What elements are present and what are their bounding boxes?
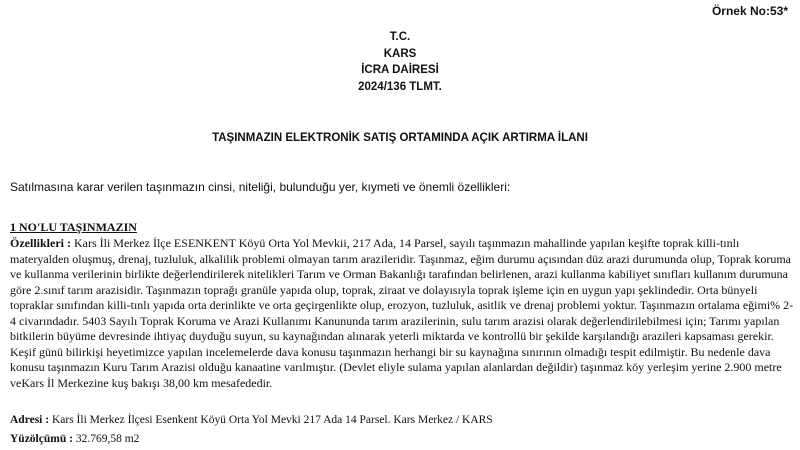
area-row — [10, 433, 139, 445]
address-text: Kars İli Merkez İlçesi Esenkent Köyü Orta Yol Mevki 217 Ada 14 Parsel. Kars Merkez / KARS — [51, 414, 493, 426]
header-city: KARS — [383, 47, 417, 60]
features-text: Kars İli Merkez İlçe ESENKENT Köyü Orta Yol Mevkii, 217 Ada, 14 Parsel, sayılı taşınmazın mahallinde yapılan keşifte toprak killi-tınlı materyalden oluşmuş, drenaj, tuzluluk, alkalilik problemi olmayan tarım arazileridir. Taşınmaz, eğim durumu açısından düz arazi durumunda olup, Toprak koruma ve kullanma verilerinin birlikte değerlendirilerek nitelikleri Tarım ve Orman Bakanlığı tarafından belirlenen, arazi kullanma kabiliyet sınıfları kullanım durumuna göre 2.sınıf tarım arazisidir. Taşınmazın toprağı granüle yapıda olup, toprak, ziraat ve dolayısıyla toprak işleme için en uygun yapı şeklindedir. Orta bünyeli topraklar sınıfından killi-tınlı yapıda orta derinlikte ve orta geçirgenlikte olup, erozyon, tuzluluk, asitlik ve drenaj problemi yoktur. Taşınmazın ortalama eğimi% 2-4 civarındadır. 5403 Sayılı Toprak Koruma ve Arazi Kullanımı Kanununda tarım arazilerinin, sulu tarım arazisi olarak değerlendirilebilmesi için; Tarımı yapılan bitkilerin büyüme devresinde ihtiyaç duyduğu suyun, su kaynağından alınarak yeterli miktarda ve kontrollü bir şekilde karşılandığı arazileri kapsaması gerekir. Keşif günü bilirkişi heyetimizce yapılan incelemelerde dava konusu taşınmazın herhangi bir su kaynağına sınırının olmadığı tespit edilmiştir. Bu nedenle dava konusu taşınmazın Kuru Tarım Arazisi olduğu kanaatine varılmıştır. (Devlet eliyle sulama yapılan alanlardan değildir) taşınmaz köy yerleşim yerine 2.900 metre veKars İl Merkezine kuş bakışı 38,00 km mesafededir. — [10, 236, 794, 390]
features-label: Özellikleri : — [10, 236, 71, 250]
address-label: Adresi : — [10, 414, 50, 426]
intro-text: Satılmasına karar verilen taşınmazın cinsi, niteliği, bulunduğu yer, kıymeti ve önemli özellikleri: — [10, 180, 511, 194]
features-paragraph — [10, 236, 794, 391]
document-header — [0, 29, 800, 95]
section-heading: 1 NO'LU TAŞINMAZIN — [10, 220, 137, 234]
address-row — [10, 414, 493, 426]
document-title: TAŞINMAZIN ELEKTRONİK SATIŞ ORTAMINDA AÇIK ARTIRMA İLANI — [212, 132, 588, 144]
sample-number: Örnek No:53* — [711, 4, 788, 18]
area-label: Yüzölçümü : — [10, 433, 73, 445]
header-republic: T.C. — [389, 31, 411, 43]
header-office: İCRA DAİRESİ — [361, 64, 439, 76]
header-file-number: 2024/136 TLMT. — [358, 80, 442, 93]
area-text: 32.769,58 m2 — [75, 433, 140, 445]
